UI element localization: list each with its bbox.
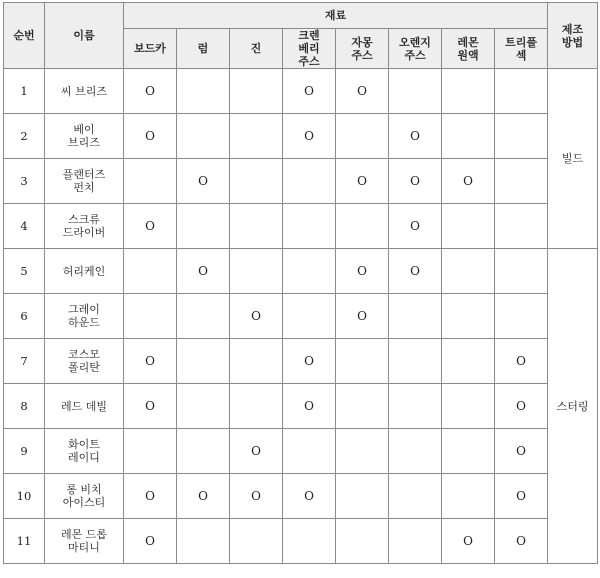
table-row xyxy=(4,429,598,474)
ingredient-mark xyxy=(389,69,442,114)
cocktail-name: 그레이 하운드 xyxy=(45,294,124,339)
ingredient-mark xyxy=(389,294,442,339)
ingredient-mark xyxy=(177,339,230,384)
ingredient-mark: O xyxy=(389,204,442,249)
ingredient-mark xyxy=(442,294,495,339)
ingredient-mark: O xyxy=(389,159,442,204)
ingredient-mark: O xyxy=(336,69,389,114)
header-ingredient: 오렌지 주스 xyxy=(389,29,442,69)
ingredient-mark: O xyxy=(283,474,336,519)
method-cell: 빌드 xyxy=(548,69,598,249)
cocktail-name: 베이 브리즈 xyxy=(45,114,124,159)
ingredient-mark xyxy=(230,159,283,204)
ingredient-mark: O xyxy=(283,384,336,429)
header-name: 이름 xyxy=(45,3,124,69)
row-number: 5 xyxy=(4,249,45,294)
ingredient-mark xyxy=(442,204,495,249)
ingredient-mark xyxy=(336,204,389,249)
ingredient-mark: O xyxy=(230,474,283,519)
table-row xyxy=(4,249,598,294)
ingredient-mark xyxy=(389,429,442,474)
ingredient-mark xyxy=(442,429,495,474)
ingredient-mark xyxy=(283,159,336,204)
ingredient-mark: O xyxy=(283,69,336,114)
ingredient-mark xyxy=(336,474,389,519)
ingredient-mark xyxy=(442,69,495,114)
cocktail-name: 허리케인 xyxy=(45,249,124,294)
row-number: 4 xyxy=(4,204,45,249)
table-row xyxy=(4,294,598,339)
ingredient-mark xyxy=(389,339,442,384)
ingredient-mark xyxy=(177,429,230,474)
row-number: 9 xyxy=(4,429,45,474)
ingredient-mark xyxy=(442,384,495,429)
table-row xyxy=(4,114,598,159)
ingredient-mark xyxy=(495,204,548,249)
table-row xyxy=(4,159,598,204)
ingredient-mark: O xyxy=(230,294,283,339)
ingredient-mark xyxy=(230,519,283,564)
ingredient-mark xyxy=(124,294,177,339)
header-no: 순번 xyxy=(4,3,45,69)
ingredient-mark: O xyxy=(495,339,548,384)
ingredient-mark xyxy=(389,474,442,519)
ingredient-mark: O xyxy=(389,249,442,294)
cocktail-name: 레드 데빌 xyxy=(45,384,124,429)
ingredient-mark xyxy=(177,69,230,114)
ingredient-mark xyxy=(495,159,548,204)
cocktail-name: 레몬 드롭 마티니 xyxy=(45,519,124,564)
ingredient-mark: O xyxy=(230,429,283,474)
ingredient-mark xyxy=(495,249,548,294)
row-number: 7 xyxy=(4,339,45,384)
ingredient-mark: O xyxy=(495,429,548,474)
row-number: 8 xyxy=(4,384,45,429)
ingredient-mark xyxy=(336,339,389,384)
ingredient-mark xyxy=(230,339,283,384)
header-ingredient: 크렌 베리 주스 xyxy=(283,29,336,69)
cocktail-name: 스크류 드라이버 xyxy=(45,204,124,249)
ingredient-mark: O xyxy=(124,339,177,384)
ingredient-mark xyxy=(336,519,389,564)
ingredient-mark: O xyxy=(124,384,177,429)
ingredient-mark xyxy=(177,384,230,429)
header-ingredient: 트리플 섹 xyxy=(495,29,548,69)
header-ingredient: 자몽 주스 xyxy=(336,29,389,69)
ingredient-mark xyxy=(230,384,283,429)
ingredient-mark xyxy=(389,384,442,429)
ingredient-mark: O xyxy=(283,114,336,159)
cocktail-recipe-table xyxy=(3,2,598,564)
row-number: 1 xyxy=(4,69,45,114)
ingredient-mark xyxy=(495,69,548,114)
cocktail-name: 씨 브리즈 xyxy=(45,69,124,114)
header-ingredient: 보드카 xyxy=(124,29,177,69)
ingredient-mark xyxy=(389,519,442,564)
ingredient-mark: O xyxy=(177,159,230,204)
cocktail-name: 플랜터즈 펀치 xyxy=(45,159,124,204)
method-cell: 스터링 xyxy=(548,249,598,564)
ingredient-mark: O xyxy=(495,384,548,429)
ingredient-mark: O xyxy=(495,474,548,519)
ingredient-mark: O xyxy=(124,114,177,159)
ingredient-mark: O xyxy=(124,69,177,114)
cocktail-name: 화이트 레이디 xyxy=(45,429,124,474)
ingredient-mark xyxy=(177,294,230,339)
ingredient-mark: O xyxy=(283,339,336,384)
ingredient-mark xyxy=(283,249,336,294)
table-row xyxy=(4,69,598,114)
ingredient-mark xyxy=(442,474,495,519)
table-row xyxy=(4,204,598,249)
ingredient-mark xyxy=(283,294,336,339)
ingredient-mark xyxy=(177,519,230,564)
ingredient-mark xyxy=(283,204,336,249)
ingredient-mark xyxy=(283,519,336,564)
ingredient-mark xyxy=(230,69,283,114)
ingredient-mark xyxy=(336,429,389,474)
table-row xyxy=(4,339,598,384)
ingredient-mark xyxy=(230,249,283,294)
row-number: 3 xyxy=(4,159,45,204)
ingredient-mark xyxy=(442,249,495,294)
ingredient-mark: O xyxy=(336,294,389,339)
table-row xyxy=(4,384,598,429)
ingredient-mark: O xyxy=(495,519,548,564)
header-ingredient: 럼 xyxy=(177,29,230,69)
ingredient-mark xyxy=(124,159,177,204)
ingredient-mark: O xyxy=(124,519,177,564)
cocktail-name: 롱 비치 아이스티 xyxy=(45,474,124,519)
ingredient-mark: O xyxy=(177,474,230,519)
cocktail-name: 코스모 폴리탄 xyxy=(45,339,124,384)
table-row xyxy=(4,519,598,564)
ingredient-mark xyxy=(442,114,495,159)
row-number: 2 xyxy=(4,114,45,159)
ingredient-mark xyxy=(124,249,177,294)
ingredient-mark xyxy=(336,384,389,429)
ingredient-mark xyxy=(442,339,495,384)
header-ingredients: 재료 xyxy=(124,3,548,29)
ingredient-mark xyxy=(177,204,230,249)
table-row xyxy=(4,474,598,519)
ingredient-mark: O xyxy=(389,114,442,159)
ingredient-mark xyxy=(336,114,389,159)
ingredient-mark: O xyxy=(336,249,389,294)
ingredient-mark: O xyxy=(336,159,389,204)
header-method: 제조 방법 xyxy=(548,3,598,69)
ingredient-mark: O xyxy=(124,474,177,519)
ingredient-mark: O xyxy=(177,249,230,294)
row-number: 6 xyxy=(4,294,45,339)
ingredient-mark: O xyxy=(124,204,177,249)
header-ingredient: 레몬 원액 xyxy=(442,29,495,69)
ingredient-mark xyxy=(495,114,548,159)
header-ingredient: 진 xyxy=(230,29,283,69)
ingredient-mark xyxy=(177,114,230,159)
ingredient-mark: O xyxy=(442,159,495,204)
ingredient-mark xyxy=(495,294,548,339)
row-number: 10 xyxy=(4,474,45,519)
ingredient-mark xyxy=(230,204,283,249)
ingredient-mark xyxy=(230,114,283,159)
ingredient-mark: O xyxy=(442,519,495,564)
row-number: 11 xyxy=(4,519,45,564)
ingredient-mark xyxy=(283,429,336,474)
ingredient-mark xyxy=(124,429,177,474)
